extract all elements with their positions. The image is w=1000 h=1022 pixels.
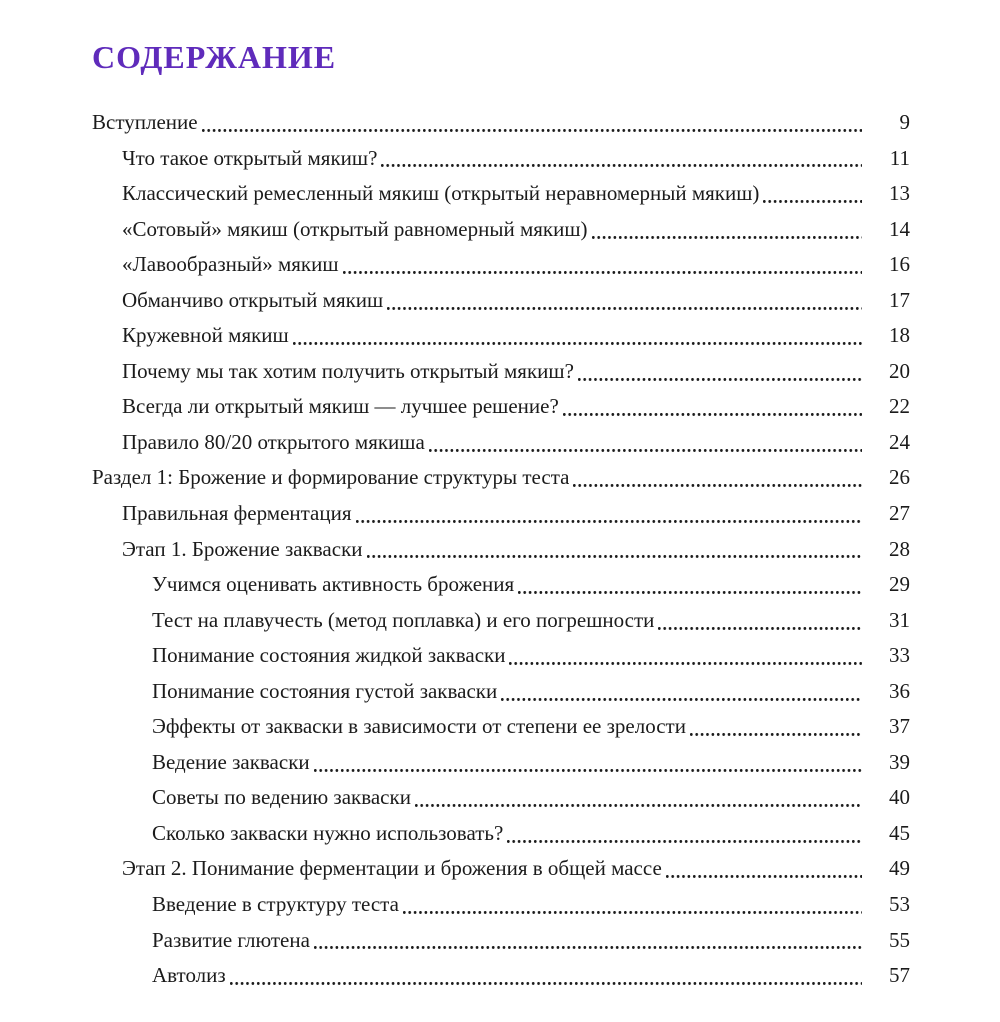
toc-entry [92, 638, 910, 674]
dot-leader [518, 567, 862, 603]
toc-entry-page-number: 55 [889, 927, 910, 952]
toc-entry-page-number: 53 [889, 892, 910, 917]
toc-entry [92, 780, 910, 816]
toc-entry-page-number: 26 [889, 465, 910, 490]
toc-entry-page-number: 18 [889, 323, 910, 348]
toc-entry-label: Развитие глютена [152, 927, 310, 952]
toc-entry [92, 318, 910, 354]
dot-leader [429, 425, 862, 461]
dot-leader [293, 318, 862, 354]
dot-leader [381, 141, 862, 177]
toc-entry-label: Тест на плавучесть (метод поплавка) и его погрешности [152, 607, 655, 632]
toc-entry-label: Эффекты от закваски в зависимости от степени ее зрелости [152, 714, 686, 739]
toc-entry [92, 105, 910, 141]
toc-entry [92, 460, 910, 496]
toc-entry-label: Этап 1. Брожение закваски [122, 536, 363, 561]
toc-entry-page-number: 14 [889, 216, 910, 241]
toc-entry-page-number: 45 [889, 820, 910, 845]
toc-entry-label: Правило 80/20 открытого мякиша [122, 429, 425, 454]
toc-entry-label: Введение в структуру теста [152, 892, 399, 917]
toc-entry-label: Понимание состояния жидкой закваски [152, 643, 506, 668]
toc-entry-page-number: 49 [889, 856, 910, 881]
toc-entry [92, 212, 910, 248]
toc-entry-page-number: 17 [889, 287, 910, 312]
dot-leader [230, 958, 862, 994]
toc-entry [92, 887, 910, 923]
toc-entry-label: Раздел 1: Брожение и формирование структуры теста [92, 465, 570, 490]
toc-entry-page-number: 16 [889, 252, 910, 277]
toc-entry-label: Вступление [92, 110, 198, 134]
toc-entry-page-number: 22 [889, 394, 910, 419]
toc-entry [92, 496, 910, 532]
toc-entry [92, 389, 910, 425]
toc-entry-page-number: 31 [889, 607, 910, 632]
toc-entry-label: Этап 2. Понимание ферментации и брожения в общей массе [122, 856, 662, 881]
toc-entry [92, 674, 910, 710]
dot-leader [367, 532, 862, 568]
dot-leader [403, 887, 862, 923]
dot-leader [592, 212, 862, 248]
toc-entry [92, 532, 910, 568]
toc-entry-label: Всегда ли открытый мякиш — лучшее решение? [122, 394, 559, 419]
toc-entry-page-number: 29 [889, 572, 910, 597]
toc-entry-label: Кружевной мякиш [122, 323, 289, 348]
toc-entry [92, 923, 910, 959]
dot-leader [507, 816, 862, 852]
table-of-contents [92, 105, 910, 994]
toc-entry-page-number: 37 [889, 714, 910, 739]
toc-entry-label: Почему мы так хотим получить открытый мякиш? [122, 358, 574, 383]
toc-entry-label: «Лавообразный» мякиш [122, 252, 339, 277]
dot-leader [573, 460, 862, 496]
toc-entry-page-number: 39 [889, 749, 910, 774]
dot-leader [387, 283, 862, 319]
dot-leader [658, 603, 862, 639]
toc-entry-page-number: 27 [889, 501, 910, 526]
dot-leader [343, 247, 862, 283]
toc-entry [92, 816, 910, 852]
toc-entry [92, 745, 910, 781]
toc-entry [92, 567, 910, 603]
toc-entry-page-number: 24 [889, 429, 910, 454]
toc-entry-page-number: 36 [889, 678, 910, 703]
toc-entry-page-number: 57 [889, 963, 910, 988]
toc-entry-page-number: 11 [889, 145, 910, 170]
dot-leader [356, 496, 862, 532]
toc-entry-label: Обманчиво открытый мякиш [122, 287, 384, 312]
dot-leader [314, 745, 862, 781]
toc-entry-page-number: 20 [889, 358, 910, 383]
dot-leader [690, 709, 862, 745]
dot-leader [578, 354, 862, 390]
toc-entry-page-number: 9 [899, 110, 910, 134]
dot-leader [763, 176, 862, 212]
toc-entry [92, 176, 910, 212]
dot-leader [563, 389, 862, 425]
toc-entry-label: Автолиз [152, 963, 226, 988]
toc-entry-label: Понимание состояния густой закваски [152, 678, 498, 703]
page-title: СОДЕРЖАНИЕ [92, 39, 337, 75]
toc-entry [92, 354, 910, 390]
toc-entry-page-number: 13 [889, 181, 910, 206]
toc-entry-label: Классический ремесленный мякиш (открытый неравномерный мякиш) [122, 181, 760, 206]
dot-leader [666, 851, 862, 887]
toc-entry [92, 425, 910, 461]
toc-entry [92, 603, 910, 639]
toc-entry-page-number: 40 [889, 785, 910, 810]
toc-entry-page-number: 33 [889, 643, 910, 668]
dot-leader [501, 674, 862, 710]
toc-entry-label: Советы по ведению закваски [152, 785, 411, 810]
toc-entry [92, 141, 910, 177]
toc-entry-label: Правильная ферментация [122, 501, 352, 526]
toc-entry [92, 958, 910, 994]
dot-leader [509, 638, 862, 674]
toc-entry-label: Ведение закваски [152, 749, 310, 774]
toc-entry [92, 283, 910, 319]
toc-entry [92, 709, 910, 745]
toc-entry [92, 851, 910, 887]
toc-entry-page-number: 28 [889, 536, 910, 561]
dot-leader [314, 923, 862, 959]
dot-leader [415, 780, 862, 816]
toc-entry-label: «Сотовый» мякиш (открытый равномерный мякиш) [122, 216, 588, 241]
dot-leader [202, 105, 862, 141]
toc-entry-label: Что такое открытый мякиш? [122, 145, 378, 170]
toc-entry-label: Учимся оценивать активность брожения [152, 572, 515, 597]
toc-entry [92, 247, 910, 283]
toc-entry-label: Сколько закваски нужно использовать? [152, 820, 504, 845]
